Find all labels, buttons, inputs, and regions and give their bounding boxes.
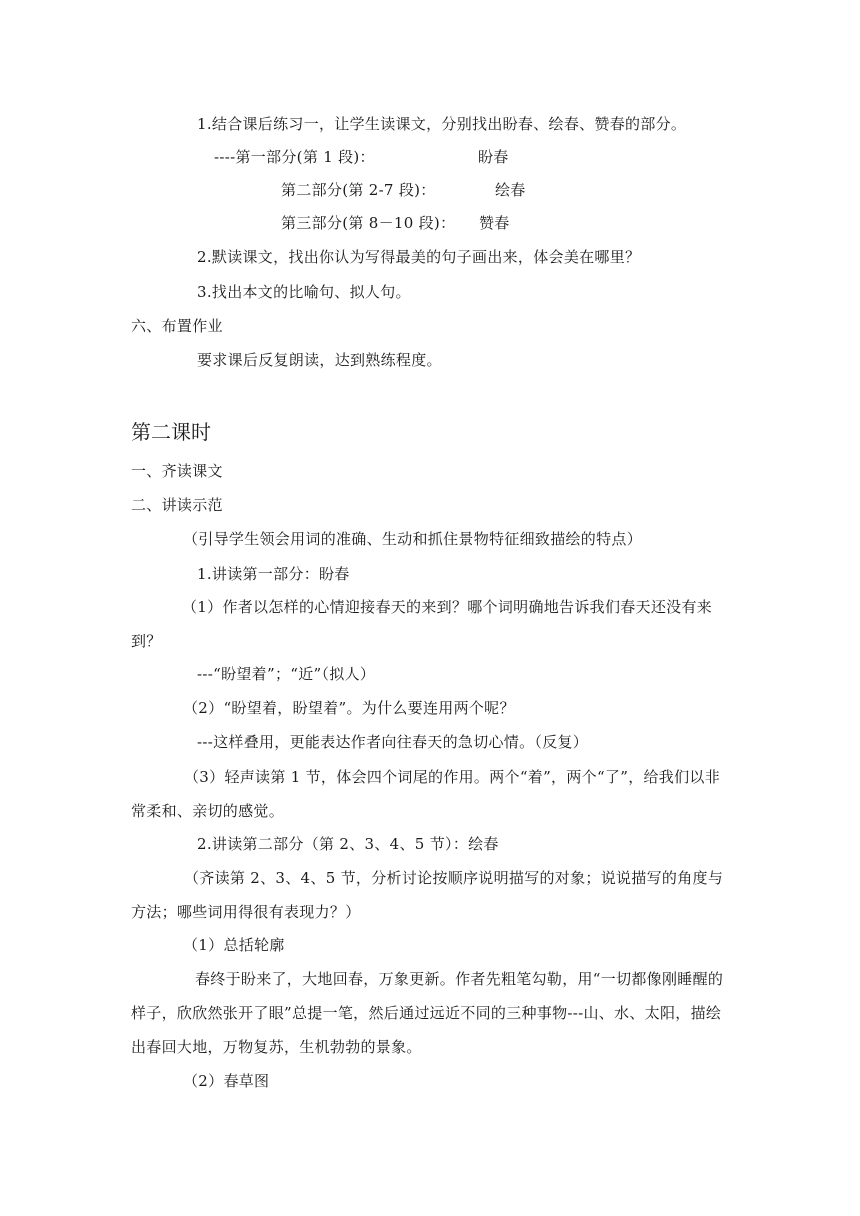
section-six-heading: 六、布置作业 [131,317,223,335]
reading-task-paragraph: （齐读第 2、3、4、5 节，分析讨论按顺序说明描写的对象；说说描写的角度与方法；哪些词用得很有表现力？） [131,869,724,921]
question-1-paragraph: （1）作者以怎样的心情迎接春天的来到？哪个词明确地告诉我们春天还没有来到？ [131,598,713,650]
question-3-paragraph: （3）轻声读第 1 节，体会四个词尾的作用。两个“着”，两个“了”，给我们以非常柔和、亲切的感觉。 [131,768,720,820]
part-three-label: 第三部分(第 8－10 段)： [281,214,456,232]
exercise-item-3: 3.找出本文的比喻句、拟人句。 [197,283,411,301]
answer-1: ---“盼望着”；“近”（拟人） [197,665,376,683]
exercise-item-1: 1.结合课后练习一，让学生读课文，分别找出盼春、绘春、赞春的部分。 [197,115,687,133]
exercise-item-2: 2.默读课文，找出你认为写得最美的句子画出来，体会美在哪里？ [197,248,641,266]
part-two-label: 第二部分(第 2-7 段)： [281,181,436,199]
subsection-2-heading: 2.讲读第二部分（第 2、3、4、5 节）：绘春 [197,835,499,853]
outline-heading: （1）总括轮廓 [183,936,285,954]
guidance-note: （引导学生领会用词的准确、生动和抓住景物特征细致描绘的特点） [183,530,643,548]
subsection-1-heading: 1.讲读第一部分：盼春 [197,565,350,583]
outline-paragraph: 春终于盼来了，大地回春，万象更新。作者先粗笔勾勒，用“一切都像刚睡醒的样子，欣欣然张开了眼”总提一笔，然后通过远近不同的三种事物---山、水、太阳，描绘出春回大地，万物复苏，生机勃勃的景象。 [131,970,724,1056]
section-one-heading: 一、齐读课文 [131,462,223,480]
part-three-value: 赞春 [479,214,510,232]
lesson-two-heading: 第二课时 [131,420,211,444]
part-one-value: 盼春 [478,148,509,166]
part-two-value: 绘春 [495,181,526,199]
section-two-heading: 二、讲读示范 [131,496,223,514]
answer-2: ---这样叠用，更能表达作者向往春天的急切心情。（反复） [197,733,589,751]
spring-grass-heading: （2）春草图 [183,1072,270,1090]
homework-text: 要求课后反复朗读，达到熟练程度。 [197,351,442,369]
question-2: （2）“盼望着，盼望着”。为什么要连用两个呢？ [183,699,515,717]
part-one-label: ----第一部分(第 1 段)： [214,148,375,166]
